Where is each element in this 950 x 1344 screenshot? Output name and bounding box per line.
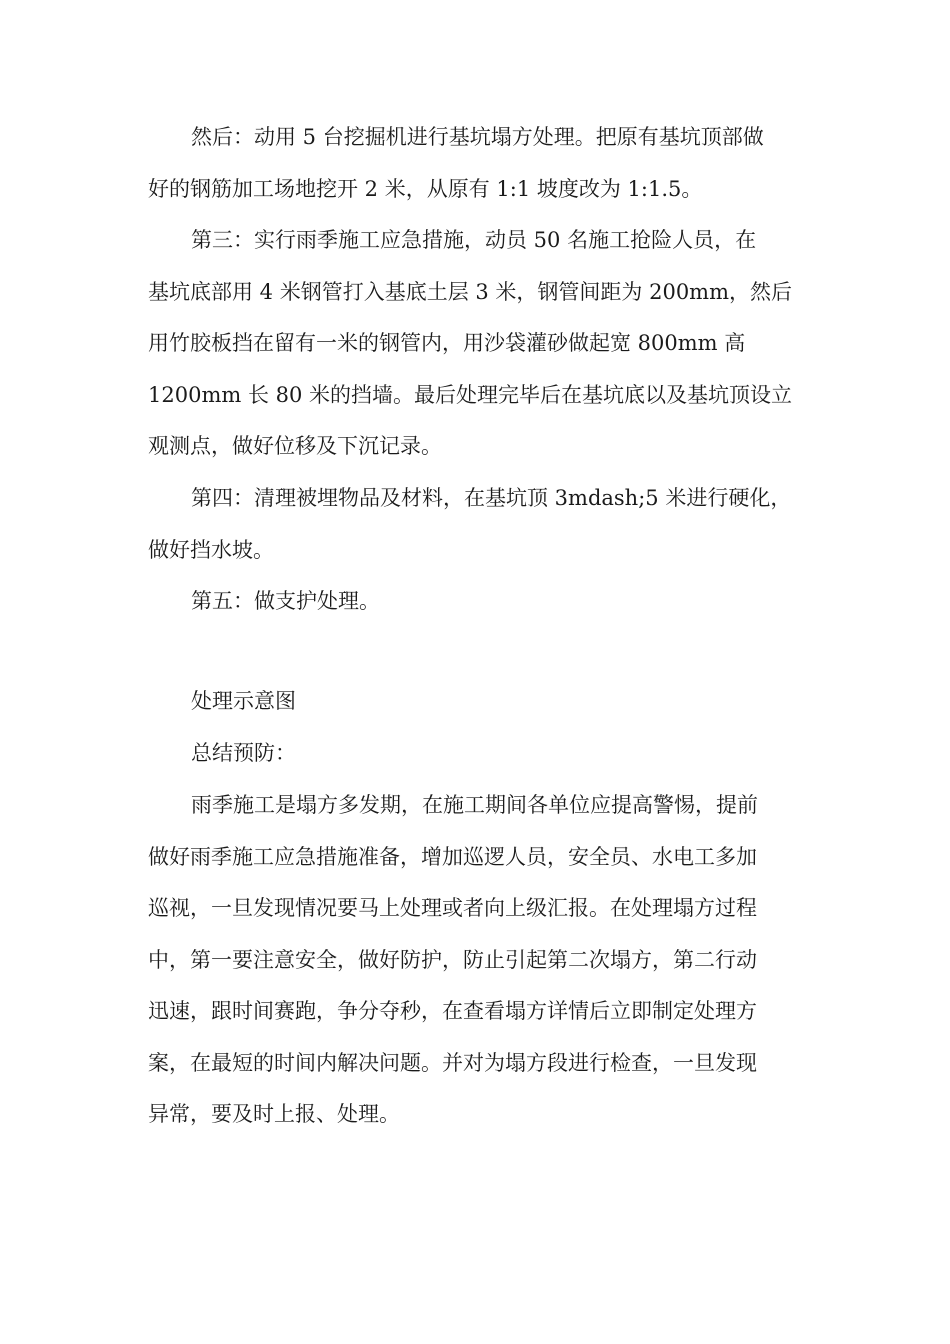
text-line: 第五：做支护处理。 bbox=[191, 589, 380, 613]
text-line: 基坑底部用 4 米钢管打入基底土层 3 米，钢管间距为 200mm，然后 bbox=[148, 279, 793, 304]
text-line: 用竹胶板挡在留有一米的钢管内，用沙袋灌砂做起宽 800mm 高 bbox=[148, 331, 746, 355]
paragraph-step-five bbox=[148, 576, 798, 628]
paragraph-step-three bbox=[148, 215, 798, 473]
heading-text: 总结预防： bbox=[191, 741, 296, 765]
text-line: 做好雨季施工应急措施准备，增加巡逻人员，安全员、水电工多加 bbox=[148, 844, 757, 869]
text-line: 观测点，做好位移及下沉记录。 bbox=[148, 434, 442, 458]
text-line: 巡视，一旦发现情况要马上处理或者向上级汇报。在处理塌方过程 bbox=[148, 896, 757, 920]
text-line: 做好挡水坡。 bbox=[148, 537, 274, 562]
paragraph-excavation bbox=[148, 112, 798, 215]
text-line: 第四：清理被埋物品及材料，在基坑顶 3mdash;5 米进行硬化， bbox=[191, 486, 792, 510]
text-line: 第三：实行雨季施工应急措施，动员 50 名施工抢险人员，在 bbox=[191, 228, 757, 252]
text-line: 中，第一要注意安全，做好防护，防止引起第二次塌方，第二行动 bbox=[148, 947, 757, 972]
summary-paragraph bbox=[148, 780, 798, 1141]
paragraph-step-four bbox=[148, 473, 798, 576]
figure-caption bbox=[148, 676, 798, 728]
text-line: 雨季施工是塌方多发期，在施工期间各单位应提高警惕，提前 bbox=[191, 793, 758, 817]
text-line: 异常，要及时上报、处理。 bbox=[148, 1102, 400, 1126]
text-line: 好的钢筋加工场地挖开 2 米，从原有 1:1 坡度改为 1:1.5。 bbox=[148, 176, 703, 201]
text-line: 案，在最短的时间内解决问题。并对为塌方段进行检查，一旦发现 bbox=[148, 1050, 757, 1075]
text-line: 然后：动用 5 台挖掘机进行基坑塌方处理。把原有基坑顶部做 bbox=[191, 125, 764, 149]
summary-heading bbox=[148, 728, 798, 780]
text-line: 1200mm 长 80 米的挡墙。最后处理完毕后在基坑底以及基坑顶设立 bbox=[148, 382, 793, 407]
caption-text: 处理示意图 bbox=[191, 689, 296, 713]
text-line: 迅速，跟时间赛跑，争分夺秒，在查看塌方详情后立即制定处理方 bbox=[148, 999, 757, 1023]
